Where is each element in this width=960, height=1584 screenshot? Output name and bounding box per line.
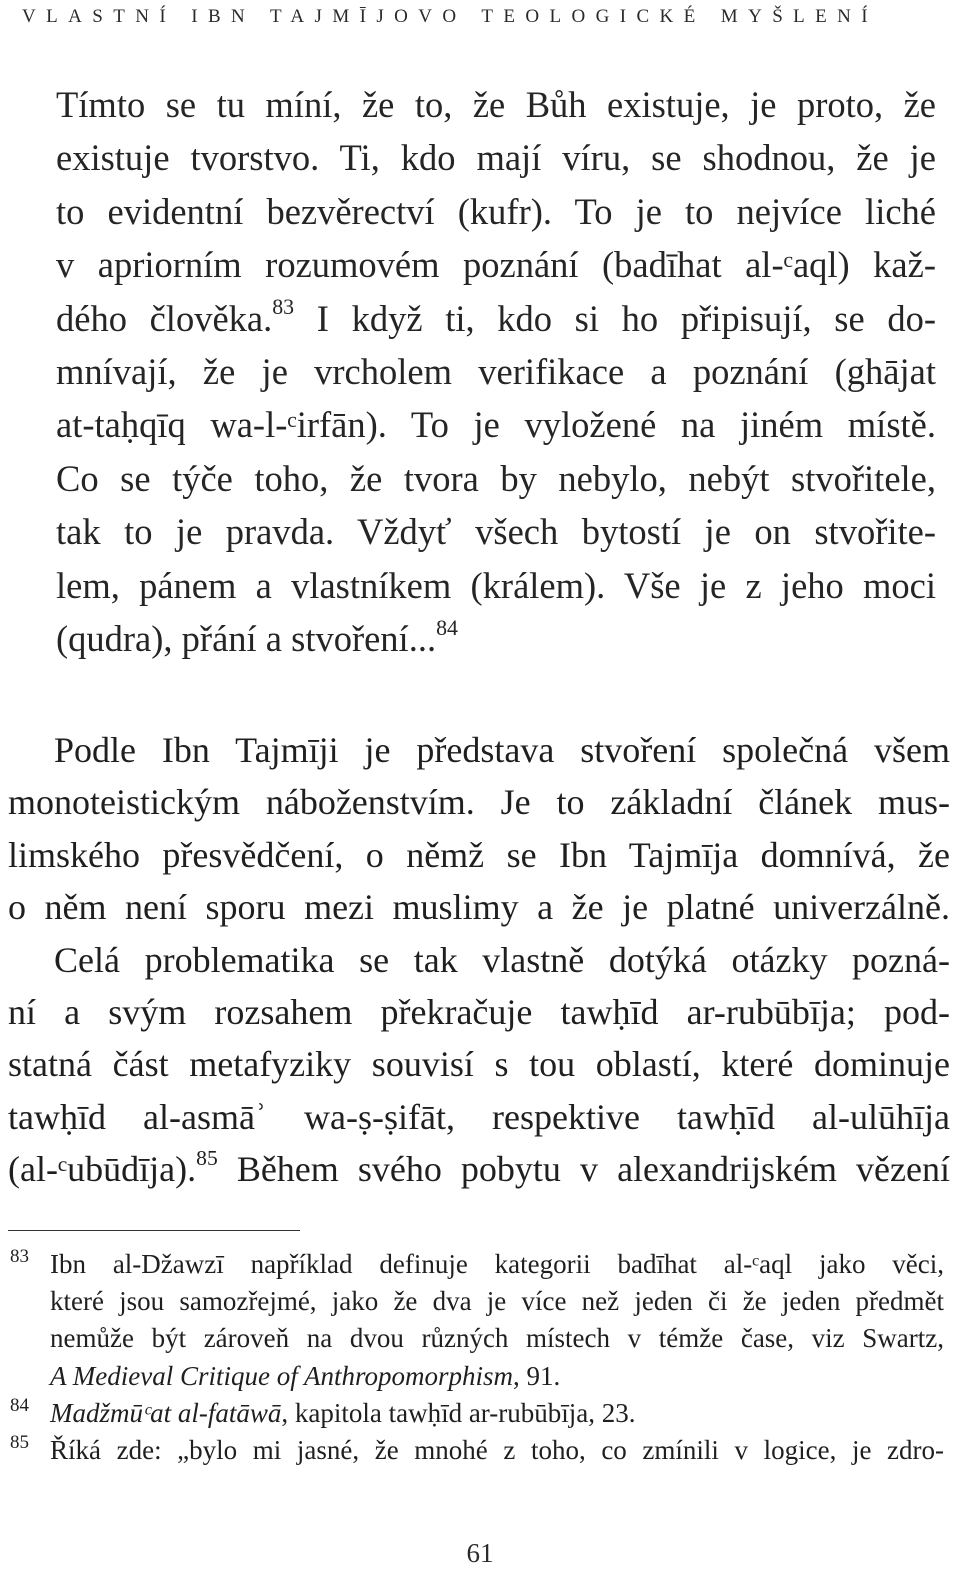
body-line: statná část metafyziky souvisí s tou oblastí, které dominuje <box>8 1044 950 1085</box>
book-title: Madžmūᶜat al-fatāwā <box>50 1397 282 1428</box>
footnote-ref-83[interactable]: 83 <box>272 294 295 320</box>
quote-line: Co se týče toho, že tvora by nebylo, nebýt stvořitele, <box>56 457 936 499</box>
quote-text: I když ti, kdo si ho připisují, se do- <box>316 297 936 339</box>
body-paragraph <box>8 724 950 1196</box>
body-line: tawḥīd al-asmāʾ wa-ṣ-ṣifāt, respektive tawḥīd al-ulūhīja <box>8 1096 950 1137</box>
quote-line: mnívají, že je vrcholem verifikace a poznání (ghājat <box>56 351 936 393</box>
body-line: limského přesvědčení, o němž se Ibn Tajmīja domnívá, že <box>8 834 950 875</box>
quote-line: to evidentní bezvěrectví (kufr). To je to nejvíce liché <box>56 190 936 232</box>
footnote-rule <box>8 1230 300 1231</box>
quote-line: existuje tvorstvo. Ti, kdo mají víru, se shodnou, že je <box>56 137 936 179</box>
quote-line: v apriorním rozumovém poznání (badīhat al-ᶜaql) kaž- <box>56 244 936 286</box>
body-line: monoteistickým náboženstvím. Je to základní článek mus- <box>8 782 950 823</box>
footnote-line: které jsou samozřejmé, jako že dva je více než jeden či že jeden předmět <box>50 1286 944 1317</box>
footnote-line: Ibn al-Džawzī například definuje kategorii badīhat al-ᶜaql jako věci, <box>50 1249 944 1279</box>
body-line: Celá problematika se tak vlastně dotýká otázky pozná- <box>54 939 950 980</box>
body-text: Během svého pobytu v alexandrijském vězení <box>236 1149 950 1190</box>
quote-line <box>56 292 936 345</box>
body-line <box>8 1143 950 1195</box>
footnote-line: nemůže být zároveň na dvou různých místech v témže čase, viz Swartz, <box>50 1323 944 1354</box>
body-line: ní a svým rozsahem překračuje tawḥīd ar-rubūbīja; pod- <box>8 992 950 1033</box>
footnote-line <box>50 1395 944 1432</box>
footnote-text: , 91. <box>512 1360 561 1391</box>
quote-line: at-taḥqīq wa-l-ᶜirfān). To je vyložené na jiném místě. <box>56 404 936 446</box>
footnote-85 <box>8 1432 944 1469</box>
quote-line: tak to je pravda. Vždyť všech bytostí je on stvořite- <box>56 511 936 553</box>
running-head: VLASTNÍ IBN TAJMĪJOVO TEOLOGICKÉ MYŠLENÍ <box>22 6 879 27</box>
quote-line: lem, pánem a vlastníkem (králem). Vše je z jeho moci <box>56 564 936 606</box>
footnotes <box>8 1246 944 1469</box>
body-text: (al-ᶜubūdīja). <box>8 1149 197 1190</box>
footnote-83 <box>8 1246 944 1395</box>
footnote-number: 85 <box>10 1432 29 1454</box>
footnote-line: Říká zde: „bylo mi jasné, že mnohé z toho, co zmínili v logice, je zdro- <box>50 1435 944 1466</box>
footnote-line <box>50 1358 944 1395</box>
footnote-number: 84 <box>10 1394 29 1416</box>
quote-line: Tímto se tu míní, že to, že Bůh existuje, je proto, že <box>56 84 936 125</box>
body-line: Podle Ibn Tajmīji je představa stvoření společná všem <box>54 730 950 770</box>
book-title: A Medieval Critique of Anthropomorphism <box>50 1360 513 1391</box>
footnote-text: , kapitola tawḥīd ar-rubūbīja, 23. <box>281 1397 636 1428</box>
footnote-84 <box>8 1395 944 1432</box>
body-line: o něm není sporu mezi muslimy a že je platné univerzálně. <box>8 887 950 928</box>
page-number: 61 <box>466 1538 494 1568</box>
footnote-ref-84[interactable]: 84 <box>436 614 458 640</box>
footnote-ref-85[interactable]: 85 <box>196 1146 218 1171</box>
footnote-number: 83 <box>10 1246 29 1267</box>
block-quote <box>56 78 936 665</box>
quote-text: dého člověka. <box>56 297 273 339</box>
quote-text: (qudra), přání a stvoření... <box>56 618 437 660</box>
quote-line <box>56 612 936 665</box>
